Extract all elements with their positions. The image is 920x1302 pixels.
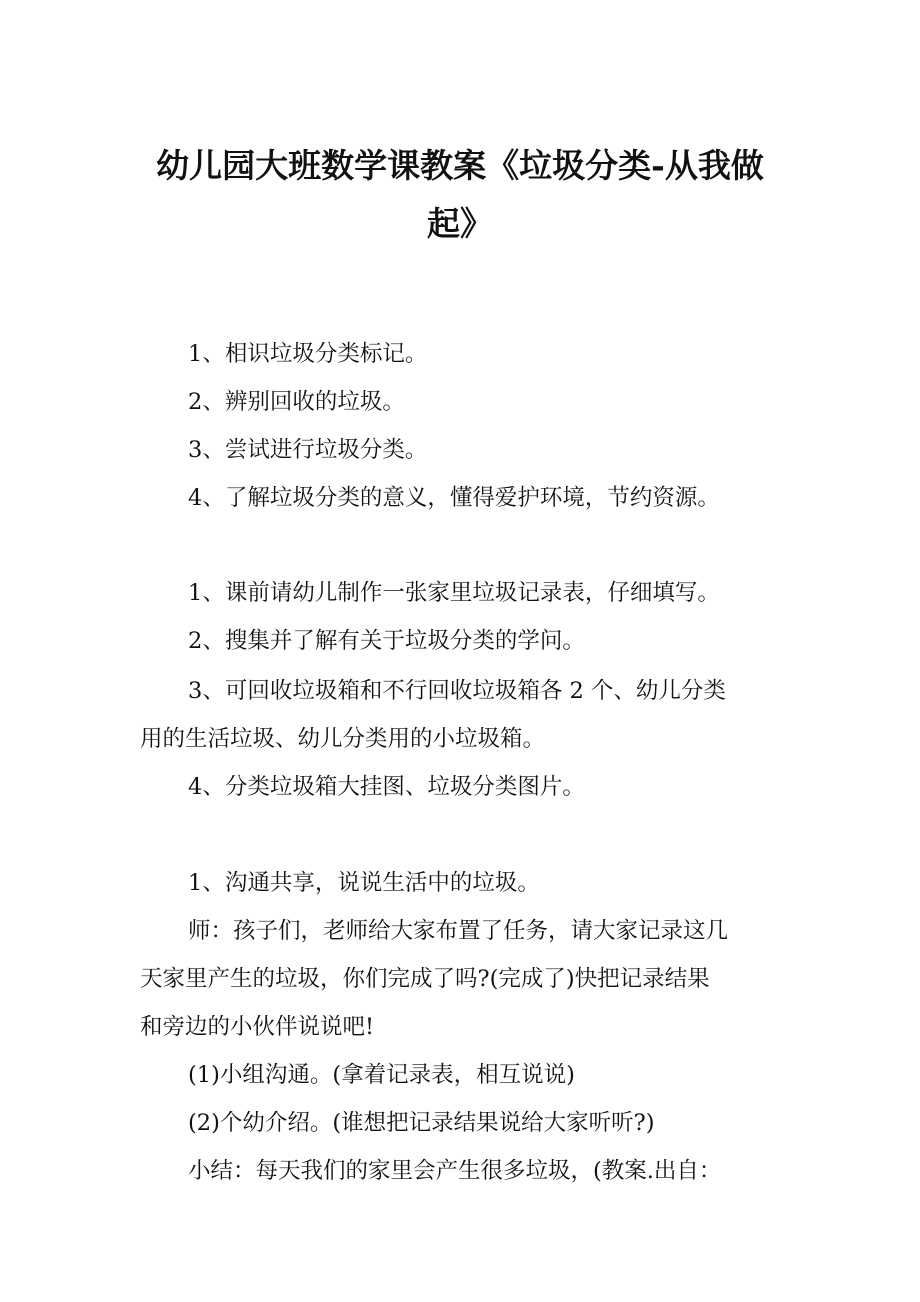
process-substep: (2)个幼介绍。(谁想把记录结果说给大家听听?) <box>188 1110 655 1136</box>
preparation-item: 1、课前请幼儿制作一张家里垃圾记录表，仔细填写。 <box>188 580 720 606</box>
process-step: 1、沟通共享，说说生活中的垃圾。 <box>188 870 540 896</box>
process-substep: (1)小组沟通。(拿着记录表，相互说说) <box>188 1062 575 1088</box>
goal-item: 4、了解垃圾分类的意义，懂得爱护环境，节约资源。 <box>188 485 720 511</box>
document-title-line-1: 幼儿园大班数学课教案《垃圾分类-从我做 <box>156 146 764 185</box>
goal-item: 2、辨别回收的垃圾。 <box>188 389 405 415</box>
preparation-item: 2、搜集并了解有关于垃圾分类的学问。 <box>188 628 585 654</box>
preparation-item: 3、可回收垃圾箱和不行回收垃圾箱各 2 个、幼儿分类 <box>188 678 726 704</box>
document-title-line-2: 起》 <box>427 204 493 243</box>
process-paragraph: 师：孩子们，老师给大家布置了任务，请大家记录这几 <box>188 918 729 944</box>
preparation-item: 4、分类垃圾箱大挂图、垃圾分类图片。 <box>188 774 585 800</box>
goal-item: 3、尝试进行垃圾分类。 <box>188 437 428 463</box>
preparation-item-continued: 用的生活垃圾、幼儿分类用的小垃圾箱。 <box>140 726 546 752</box>
goal-item: 1、相识垃圾分类标记。 <box>188 341 428 367</box>
process-paragraph-continued: 天家里产生的垃圾，你们完成了吗?(完成了)快把记录结果 <box>140 966 710 992</box>
process-paragraph-continued: 和旁边的小伙伴说说吧! <box>140 1014 375 1040</box>
process-summary: 小结：每天我们的家里会产生很多垃圾，(教案.出自： <box>188 1158 722 1184</box>
